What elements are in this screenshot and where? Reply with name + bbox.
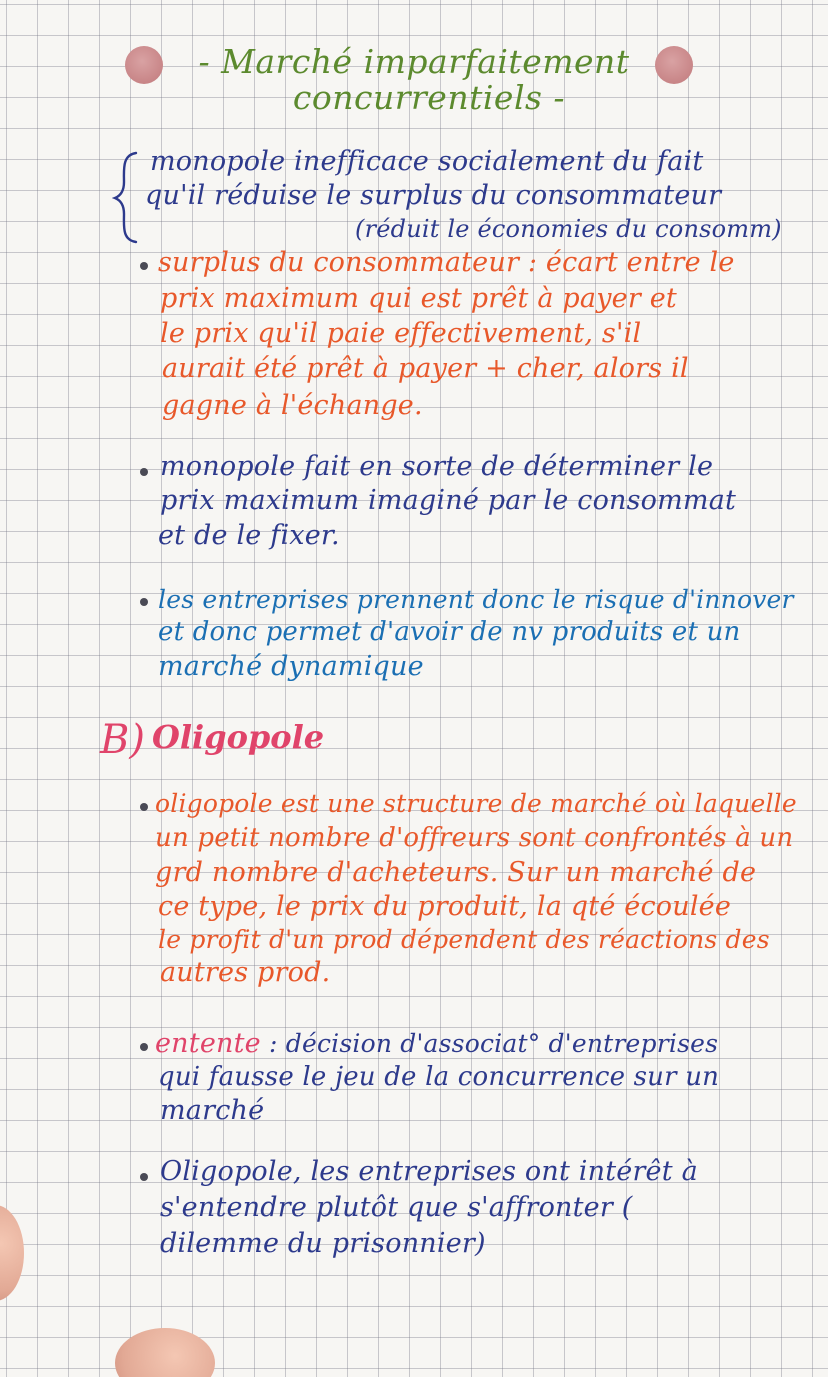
oligopole-entente-line-2: s'entendre plutôt que s'affronter ( [160,1192,633,1223]
oligopole-def-line-2: un petit nombre d'offreurs sont confrontés à un [155,823,794,853]
monopole-note-line-1: monopole inefficace socialement du fait [150,146,704,177]
oligopole-def-line-4: ce type, le prix du produit, la qté écoulée [158,891,732,922]
surplus-line-1: surplus du consommateur : écart entre le [158,247,735,278]
entreprises-line-2: et donc permet d'avoir de nv produits et un [158,617,741,647]
entreprises-line-3: marché dynamique [158,651,424,682]
surplus-line-3: le prix qu'il paie effectivement, s'il [160,318,642,349]
page-title-line1: - Marché imparfaitement [198,42,630,81]
finger-bottom [115,1328,215,1377]
curly-brace-icon [112,150,140,245]
bullet-oligopole-def [140,803,148,811]
page-title-line2: concurrentiels - [292,78,566,117]
entente-line-3: marché [160,1095,265,1126]
monopole-prix-line-1: monopole fait en sorte de déterminer le [160,451,714,482]
monopole-prix-line-3: et de le fixer. [158,520,340,551]
surplus-line-5: gagne à l'échange. [162,390,423,421]
entreprises-line-1: les entreprises prennent donc le risque d'innover [158,585,794,614]
oligopole-def-line-5: le profit d'un prod dépendent des réactions des [158,925,770,954]
bullet-monopole-prix [140,468,148,476]
section-b-heading: Oligopole [152,718,325,756]
monopole-note-line-3: (réduit le économies du consomm) [355,215,782,243]
section-b-letter: B) [100,717,145,763]
bullet-surplus [140,262,148,270]
entente-line-2: qui fausse le jeu de la concurrence sur un [158,1062,720,1092]
monopole-prix-line-2: prix maximum imaginé par le consommat [160,485,737,516]
bullet-oligopole-entente [140,1173,148,1181]
finger-left [0,1205,24,1301]
oligopole-entente-line-1: Oligopole, les entreprises ont intérêt à [160,1156,698,1187]
oligopole-entente-line-3: dilemme du prisonnier) [160,1228,486,1259]
entente-line-1 [155,1028,718,1059]
surplus-line-2: prix maximum qui est prêt à payer et [160,283,677,314]
monopole-note-line-2: qu'il réduise le surplus du consommateur [145,180,722,211]
surplus-line-4: aurait été prêt à payer + cher, alors il [162,353,689,384]
bullet-entente [140,1043,148,1051]
bullet-entreprises [140,598,148,606]
oligopole-def-line-1: oligopole est une structure de marché où laquelle [155,789,797,818]
entente-definition: : décision d'associat° d'entreprises [260,1029,719,1058]
oligopole-def-line-6: autres prod. [160,957,331,988]
oligopole-def-line-3: grd nombre d'acheteurs. Sur un marché de [155,857,757,888]
entente-term: entente [155,1028,261,1059]
